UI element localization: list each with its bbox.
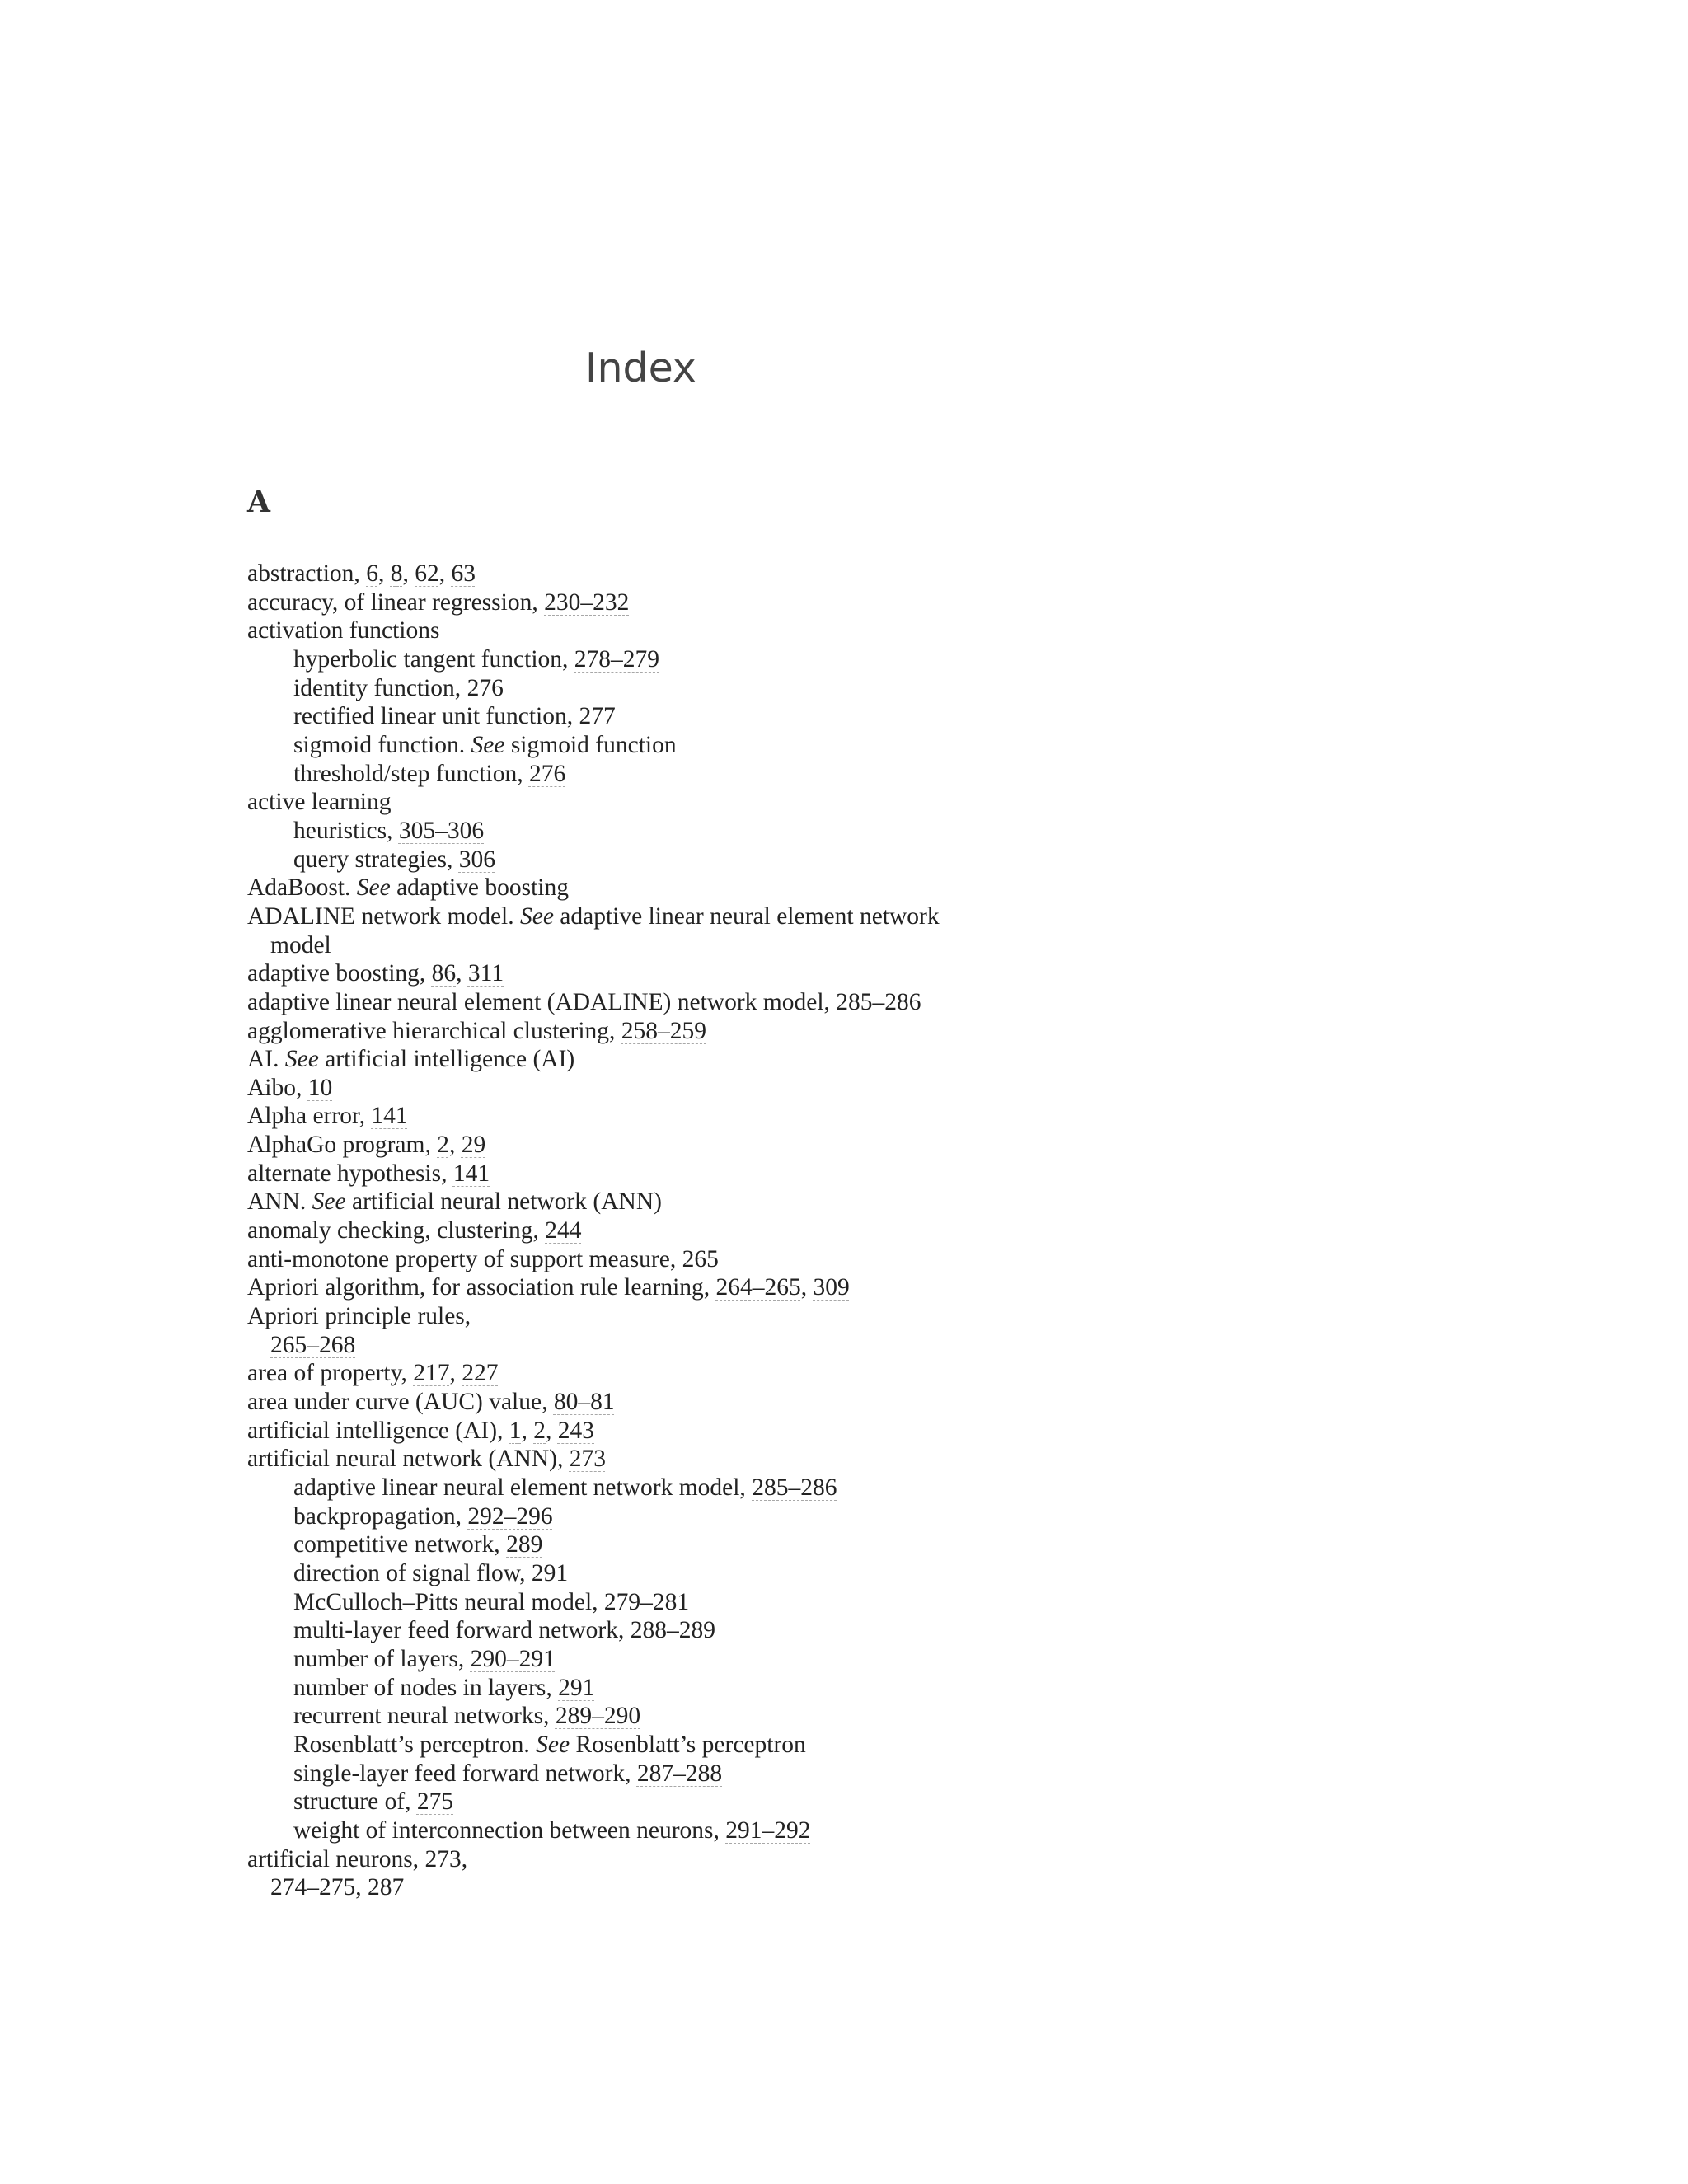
index-entry: AlphaGo program, 2, 29 (247, 1132, 486, 1159)
page-reference-link[interactable]: 305–306 (398, 817, 485, 844)
page-reference-link[interactable]: 258–259 (621, 1017, 707, 1044)
index-subentry (247, 1530, 973, 1559)
index-entry (247, 588, 973, 617)
see-reference-label: See (471, 731, 505, 758)
index-term: adaptive linear neural element network model, (293, 1474, 753, 1501)
page-reference-link[interactable]: 309 (813, 1274, 850, 1301)
index-term: identity function, (293, 674, 467, 701)
index-term: area under curve (AUC) value, (247, 1389, 554, 1416)
page-reference-link[interactable]: 285–286 (836, 988, 921, 1015)
index-entry (247, 1245, 973, 1274)
index-term: AI. (247, 1046, 285, 1073)
index-subentry (247, 702, 973, 731)
index-subentry (247, 1616, 973, 1645)
index-subentry (247, 846, 973, 874)
page-reference-link[interactable]: 10 (307, 1074, 333, 1101)
index-term: artificial neural network (ANN), (247, 1446, 570, 1473)
index-term: abstraction, (247, 560, 367, 587)
index-entry: Apriori algorithm, for association rule learning, 264–265, 309 (247, 1274, 850, 1301)
page-reference-link[interactable]: 276 (467, 674, 504, 701)
index-subentry (247, 1674, 973, 1703)
index-subentry (247, 674, 973, 703)
index-subentry (247, 1702, 973, 1731)
page-reference-link[interactable]: 311 (467, 960, 504, 987)
index-term: ADALINE network model. (247, 902, 520, 930)
page-reference-link[interactable]: 264–265 (715, 1274, 801, 1301)
index-term: competitive network, (293, 1531, 507, 1558)
index-subentry (247, 1588, 973, 1617)
page-reference-link[interactable]: 6 (366, 560, 378, 587)
index-subentry (247, 731, 973, 760)
see-reference-target: sigmoid function (504, 731, 677, 758)
index-subentry (247, 1816, 973, 1845)
page-reference-link[interactable]: 278–279 (574, 645, 660, 673)
index-term: artificial intelligence (AI), (247, 1417, 509, 1444)
page-reference-link[interactable]: 8 (390, 560, 403, 587)
index-term: AlphaGo program, (247, 1132, 438, 1159)
see-reference-target: artificial intelligence (AI) (318, 1046, 575, 1073)
index-entry: artificial intelligence (AI), 1, 2, 243 (247, 1417, 595, 1444)
index-term: agglomerative hierarchical clustering, (247, 1017, 621, 1044)
index-term: Aibo, (247, 1074, 308, 1101)
page-reference-link[interactable]: 285–286 (752, 1474, 837, 1501)
page-reference-link[interactable]: 277 (579, 703, 616, 730)
index-entry: abstraction, 6, 8, 62, 63 (247, 560, 476, 587)
index-entry (247, 1216, 973, 1245)
page-reference-link[interactable]: 227 (462, 1360, 499, 1387)
index-entry (247, 1102, 973, 1131)
page-reference-link[interactable]: 287 (368, 1874, 405, 1901)
index-entry: artificial neurons, 273, 274–275, 287 (247, 1845, 468, 1901)
page-reference-link[interactable]: 273 (424, 1845, 462, 1872)
index-entry: adaptive boosting, 86, 311 (247, 960, 504, 987)
page-reference-link[interactable]: 292–296 (467, 1502, 553, 1530)
page-reference-link[interactable]: 244 (545, 1217, 582, 1244)
page-reference-link[interactable]: 62 (415, 560, 439, 587)
index-entry (247, 902, 973, 959)
index-term: adaptive linear neural element (ADALINE) network model, (247, 988, 837, 1015)
page-reference-link[interactable]: 291 (531, 1559, 569, 1586)
index-term: Rosenblatt’s perceptron. (293, 1731, 537, 1758)
page-reference-link[interactable]: 276 (528, 760, 566, 787)
page-reference-link[interactable]: 279–281 (603, 1588, 690, 1615)
index-term: active learning (247, 789, 392, 816)
page-reference-link[interactable]: 80–81 (553, 1389, 615, 1416)
page-reference-link[interactable]: 274–275 (270, 1874, 356, 1901)
index-term: adaptive boosting, (247, 960, 432, 987)
index-entry (247, 788, 973, 817)
index-subentry (247, 1559, 973, 1588)
index-term: Alpha error, (247, 1103, 372, 1130)
page-reference-link[interactable]: 289–290 (555, 1703, 641, 1730)
index-term: alternate hypothesis, (247, 1160, 453, 1187)
index-entry (247, 988, 973, 1017)
index-term: number of nodes in layers, (293, 1674, 559, 1701)
index-entry (247, 1160, 973, 1188)
page-reference-link[interactable]: 265–268 (270, 1331, 356, 1358)
page-reference-link[interactable]: 291 (558, 1674, 595, 1701)
page-reference-link[interactable]: 288–289 (630, 1617, 715, 1644)
index-term: hyperbolic tangent function, (293, 645, 574, 673)
index-term: single-layer feed forward network, (293, 1760, 637, 1787)
index-entry (247, 1045, 973, 1074)
page-reference-link[interactable]: 141 (371, 1103, 408, 1130)
page-reference-link[interactable]: 265 (682, 1245, 719, 1272)
index-term: backpropagation, (293, 1502, 468, 1530)
index-entry (247, 1017, 973, 1046)
index-term: ANN. (247, 1188, 312, 1216)
page-reference-link[interactable]: 29 (461, 1132, 486, 1159)
index-term: multi-layer feed forward network, (293, 1617, 631, 1644)
index-entry (247, 1074, 973, 1103)
see-reference-label: See (312, 1188, 346, 1216)
page-title: Index (585, 344, 696, 391)
see-reference-label: See (519, 902, 554, 930)
page-reference-link[interactable]: 2 (533, 1417, 546, 1444)
index-entry-list (247, 560, 973, 1902)
page-reference-link[interactable]: 230–232 (544, 588, 630, 616)
page-reference-link[interactable]: 306 (458, 846, 495, 873)
index-term: recurrent neural networks, (293, 1703, 556, 1730)
index-term: area of property, (247, 1360, 414, 1387)
page-reference-link[interactable]: 86 (431, 960, 457, 987)
see-reference-label: See (284, 1046, 319, 1073)
index-subentry (247, 1645, 973, 1674)
page-reference-link[interactable]: 275 (416, 1788, 454, 1816)
index-term: sigmoid function. (293, 731, 471, 758)
index-term: artificial neurons, (247, 1845, 425, 1872)
index-term: query strategies, (293, 846, 459, 873)
index-term: Apriori algorithm, for association rule learning, (247, 1274, 716, 1301)
index-term: weight of interconnection between neurons, (293, 1816, 726, 1844)
index-term: AdaBoost. (247, 874, 357, 902)
see-reference-target: adaptive boosting (390, 874, 569, 902)
see-reference-target: artificial neural network (ANN) (345, 1188, 662, 1216)
page-reference-link[interactable]: 287–288 (636, 1760, 723, 1787)
section-heading-a: A (247, 485, 270, 519)
index-entry: area of property, 217, 227 (247, 1360, 499, 1387)
index-term: anti-monotone property of support measure, (247, 1245, 682, 1272)
index-subentry (247, 1760, 973, 1788)
index-subentry (247, 1788, 973, 1816)
index-term: McCulloch–Pitts neural model, (293, 1588, 604, 1615)
index-entry (247, 1188, 973, 1216)
index-term: anomaly checking, clustering, (247, 1217, 546, 1244)
see-reference-target: Rosenblatt’s perceptron (570, 1731, 806, 1758)
see-reference-label: See (536, 1731, 570, 1758)
index-term: heuristics, (293, 817, 399, 844)
index-entry (247, 1388, 973, 1417)
see-reference-target: adaptive linear neural element network model (270, 902, 940, 958)
index-term: structure of, (293, 1788, 417, 1816)
index-subentry (247, 760, 973, 789)
index-term: threshold/step function, (293, 760, 529, 787)
page-reference-link[interactable]: 291–292 (725, 1816, 811, 1844)
index-term: number of layers, (293, 1645, 471, 1672)
index-term: accuracy, of linear regression, (247, 588, 545, 616)
page-reference-link[interactable]: 63 (451, 560, 476, 587)
index-subentry (247, 817, 973, 846)
index-entry (247, 1445, 973, 1474)
page-reference-link[interactable]: 273 (569, 1446, 606, 1473)
index-entry (247, 874, 973, 902)
page-reference-link[interactable]: 217 (413, 1360, 450, 1387)
page-reference-link[interactable]: 290–291 (470, 1645, 556, 1672)
page-reference-link[interactable]: 1 (509, 1417, 522, 1444)
page-reference-link[interactable]: 141 (452, 1160, 490, 1187)
index-subentry (247, 1474, 973, 1502)
index-entry (247, 1302, 973, 1359)
index-term: Apriori principle rules, (247, 1303, 471, 1330)
index-term: rectified linear unit function, (293, 703, 579, 730)
page-reference-link[interactable]: 243 (557, 1417, 595, 1444)
see-reference-label: See (356, 874, 391, 902)
index-term: activation functions (247, 617, 440, 644)
index-subentry (247, 645, 973, 674)
index-term: direction of signal flow, (293, 1559, 532, 1586)
page-reference-link[interactable]: 289 (506, 1531, 543, 1558)
page-reference-link[interactable]: 2 (437, 1132, 449, 1159)
index-subentry (247, 1731, 973, 1760)
index-subentry (247, 1502, 973, 1531)
index-entry (247, 616, 973, 645)
